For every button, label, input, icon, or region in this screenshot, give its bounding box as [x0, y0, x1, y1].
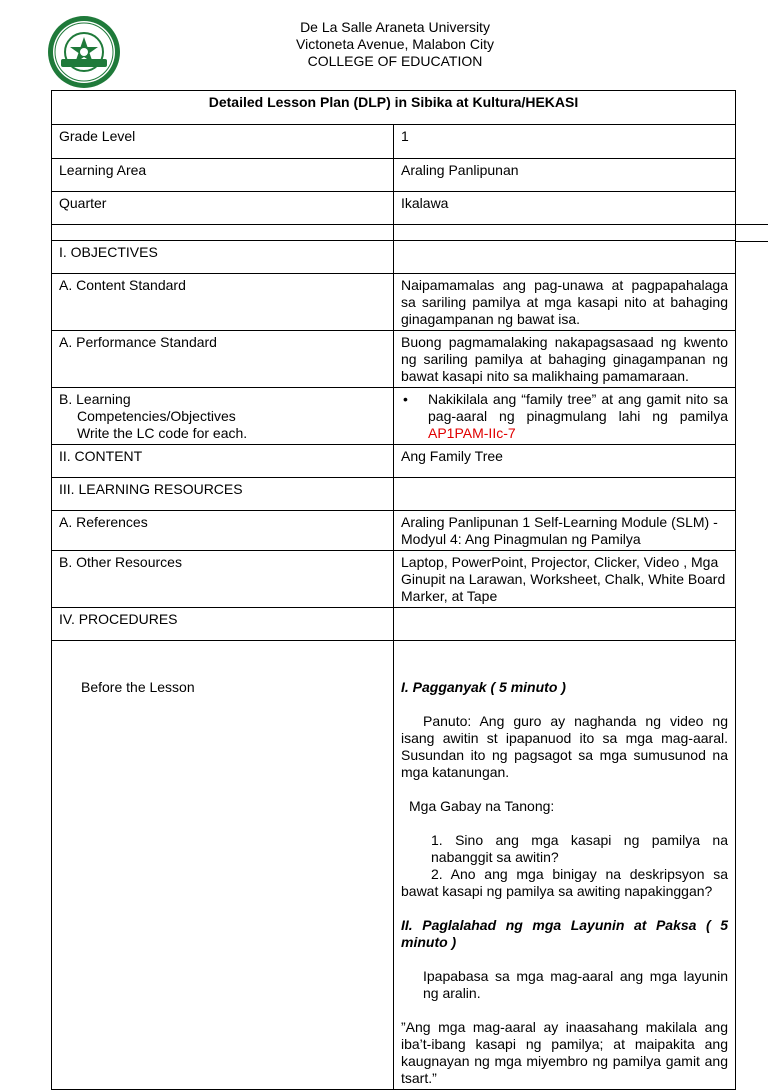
paglalahad-heading: II. Paglalahad ng mga Layunin at Paksa ( 5 minuto ) [401, 917, 728, 950]
quarter-label: Quarter [52, 192, 394, 225]
learning-area-label: Learning Area [52, 159, 394, 192]
empty-cell [52, 225, 394, 241]
before-lesson-content [394, 641, 736, 1090]
content-standard-value: Naipamamalas ang pag-unawa at pagpapahalaga sa sariling pamilya at mga kasapi nito at bahaging ginagampanan ng bawat isa. [394, 274, 736, 331]
table-title: Detailed Lesson Plan (DLP) in Sibika at Kultura/HEKASI [52, 91, 736, 125]
content-standard-label: A. Content Standard [52, 274, 394, 331]
procedures-label: IV. PROCEDURES [52, 608, 394, 641]
competencies-code: AP1PAM-IIc-7 [428, 425, 516, 441]
other-resources-label: B. Other Resources [52, 551, 394, 608]
competencies-value-cell [394, 388, 736, 445]
gabay-heading: Mga Gabay na Tanong: [409, 798, 555, 814]
tanong-2: 2. Ano ang mga binigay na deskripsyon sa bawat kasapi ng pamilya sa awiting napakinggan? [401, 866, 728, 899]
panuto-text: Panuto: Ang guro ay naghanda ng video ng isang awitin st ipapanuod ito sa mga mag-aaral. Susundan ito ng pagsagot sa mga sumusunod na mga katanungan. [401, 713, 728, 780]
university-name: De La Salle Araneta University [300, 19, 490, 35]
ipapabasa-text: Ipapabasa sa mga mag-aaral ang mga layunin ng aralin. [423, 968, 728, 1001]
empty-cell [394, 478, 736, 511]
before-lesson-label: Before the Lesson [81, 679, 195, 695]
learning-area-value: Araling Panlipunan [394, 159, 736, 192]
competencies-label [52, 388, 394, 445]
competencies-label-line-3: Write the LC code for each. [77, 425, 248, 441]
empty-cell [394, 241, 736, 274]
content-value: Ang Family Tree [394, 445, 736, 478]
before-lesson-cell [52, 641, 394, 1090]
pagganyak-heading: I. Pagganyak ( 5 minuto ) [401, 679, 566, 695]
bullet-icon: • [403, 391, 408, 407]
references-label: A. References [52, 511, 394, 551]
document-header [230, 19, 560, 70]
objectives-label: I. OBJECTIVES [52, 241, 394, 274]
empty-cell [394, 608, 736, 641]
competencies-label-line-2: Competencies/Objectives [77, 408, 236, 424]
grade-level-value: 1 [394, 125, 736, 159]
other-resources-value: Laptop, PowerPoint, Projector, Clicker, Video , Mga Ginupit na Larawan, Worksheet, Chalk, White Board Marker, at Tape [394, 551, 736, 608]
references-value: Araling Panlipunan 1 Self-Learning Module (SLM) - Modyul 4: Ang Pinagmulan ng Pamilya [394, 511, 736, 551]
university-address: Victoneta Avenue, Malabon City [296, 36, 494, 52]
competencies-value: Nakikilala ang “family tree” at ang gamit nito sa pag-aaral ng pinagmulang lahi ng pamilya [428, 391, 728, 424]
performance-standard-value: Buong pagmamalaking nakapagsasaad ng kwento ng sariling pamilya at bahaging ginagampanan ng bawat kasapi nito sa malikhaing pamamaraan. [394, 331, 736, 388]
content-label: II. CONTENT [52, 445, 394, 478]
grade-level-label: Grade Level [52, 125, 394, 159]
performance-standard-label: A. Performance Standard [52, 331, 394, 388]
stray-line [736, 224, 768, 225]
resources-label: III. LEARNING RESOURCES [52, 478, 394, 511]
empty-cell [394, 225, 736, 241]
lesson-plan-table [51, 90, 736, 1090]
university-seal-logo [47, 15, 121, 89]
college-name: COLLEGE OF EDUCATION [307, 53, 483, 69]
tanong-1: 1. Sino ang mga kasapi ng pamilya na nabanggit sa awitin? [431, 832, 728, 865]
quarter-value: Ikalawa [394, 192, 736, 225]
stray-line [736, 241, 768, 242]
quote-text: ”Ang mga mag-aaral ay inaasahang makilala ang iba’t-ibang kasapi ng pamilya; at maipakita ang kaugnayan ng mga miyembro ng pamilya gamit ang tsart.” [401, 1019, 728, 1086]
competencies-label-line-1: B. Learning [59, 391, 131, 407]
